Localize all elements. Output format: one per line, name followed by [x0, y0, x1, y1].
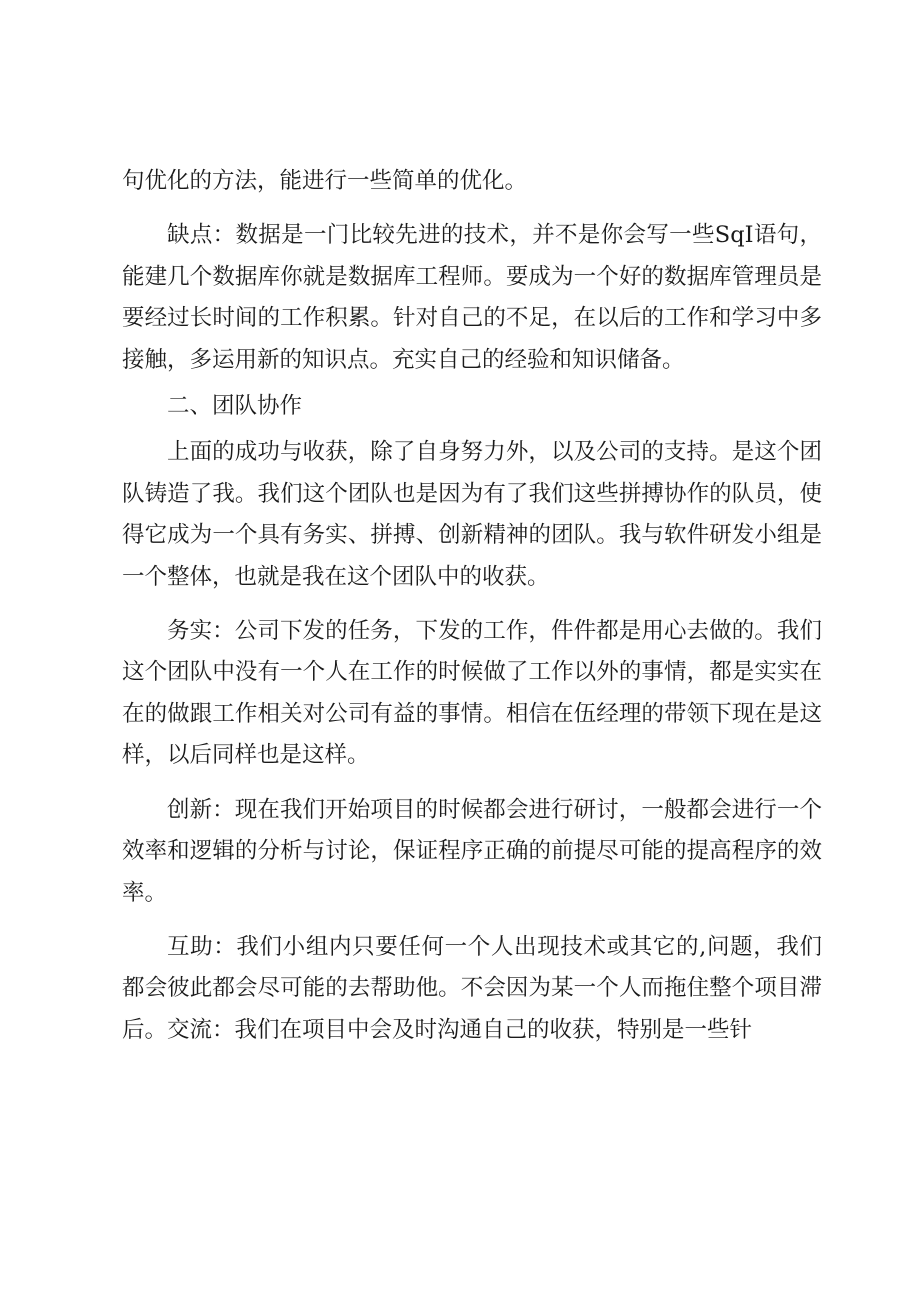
paragraph-shortcomings: 缺点：数据是一门比较先进的技术，并不是你会写一些SqI语句，能建几个数据库你就是数据库工程师。要成为一个好的数据库管理员是要经过长时间的工作积累。针对自己的不足，在以后的工作和学习中多接触，多运用新的知识点。充实自己的经验和知识储备。 — [122, 222, 822, 373]
paragraph-continuation: 句优化的方法，能进行一些简单的优化。 — [122, 168, 528, 194]
paragraph-innovation: 创新：现在我们开始项目的时候都会进行研讨，一般都会进行一个效率和逻辑的分析与讨论，保证程序正确的前提尽可能的提高程序的效率。 — [122, 796, 822, 906]
paragraph-mutual-help: 互助：我们小组内只要任何一个人出现技术或其它的,问题，我们都会彼此都会尽可能的去帮助他。不会因为某一个人而拖住整个项目滞后。交流：我们在项目中会及时沟通自己的收获，特别是一些针 — [122, 933, 822, 1043]
paragraph-pragmatic: 务实：公司下发的任务，下发的工作，件件都是用心去做的。我们这个团队中没有一个人在工作的时候做了工作以外的事情，都是实实在在的做跟工作相关对公司有益的事情。相信在伍经理的带领下现在是这样，以后同样也是这样。 — [122, 618, 822, 769]
section-heading-teamwork: 二、团队协作 — [167, 393, 303, 420]
paragraph-team-intro: 上面的成功与收获，除了自身努力外，以及公司的支持。是这个团队铸造了我。我们这个团队也是因为有了我们这些拼搏协作的队员，使得它成为一个具有务实、拼搏、创新精神的团队。我与软件研发小组是一个整体，也就是我在这个团队中的收获。 — [122, 439, 822, 590]
document-body — [122, 161, 822, 1051]
